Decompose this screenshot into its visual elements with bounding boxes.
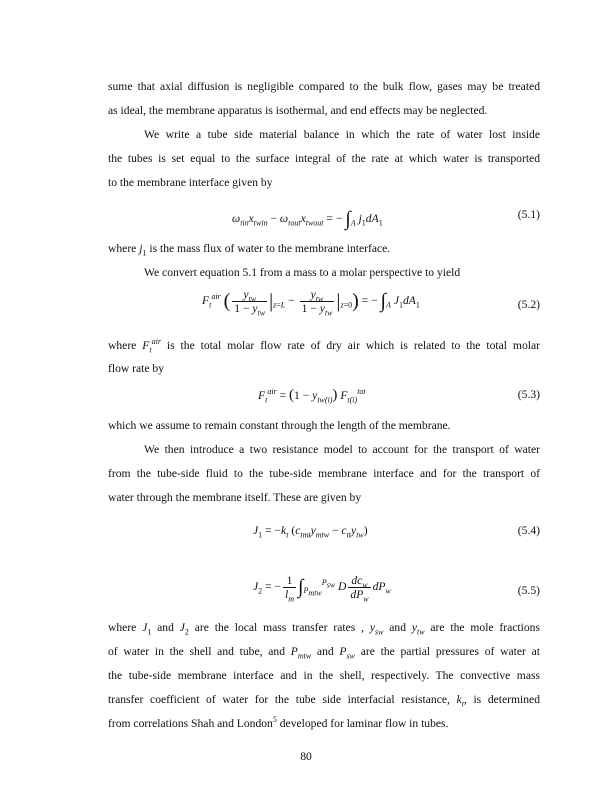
citation-reference: 5 [272,715,277,725]
equation-number: (5.4) [517,524,540,537]
page-number: 80 [300,750,312,763]
equation-number: (5.2) [517,298,540,311]
equation-5-5: $J_2$ = − $\frac{1}{l_m}$ $\int_{P_{mtw}}^{P_{sw}}$ D $\frac{dc_w}{dP_w}$ $dP_w$ (5.5) [253,574,540,604]
text-line: of water in the shell and tube, and $P_{mtw}$ and $P_{sw}$ are the partial pressures of water at [108,645,540,661]
text-line: flow rate by [108,362,165,375]
text-line: where $F_t^{air}$ is the total molar flow rate of dry air which is related to the total molar [108,337,540,355]
text-line: We write a tube side material balance in which the rate of water lost inside [144,128,540,141]
text-line: We convert equation 5.1 from a mass to a molar perspective to yield [144,266,461,279]
equation-5-2: $F_t^{air}$ ( $\frac{y_{tw}}{1 - y_{tw}}$ $|_{z=L}$ − $\frac{y_{tw}}{1 - y_{tw}}$ $|_{z=0}$) = − $\int_A$ $J_1dA_1$ (5.2) [202,288,540,318]
text-line: which we assume to remain constant through the length of the membrane. [108,419,451,432]
equation-5-3: $F_t^{air} = (1 - y_{tw(i)})$ $F_{t(i)}^{tot}$ (5.3) [258,387,540,405]
equation-number: (5.1) [517,208,540,221]
text-line: from the tube-side fluid to the tube-side membrane interface and for the transport of [108,467,540,480]
text-line: transfer coefficient of water for the tube side interfacial resistance, $k_t$, is determined [108,693,540,709]
equation-5-4: $J_1 = -k_t$ $(c_{tmt}y_{mtw} - c_{tt}y_{tw})$ (5.4) [253,524,540,540]
text-line: where $j_1$ is the mass flux of water to the membrane interface. [108,242,391,258]
equation-5-1: $\omega_{tin}x_{twin} - \omega_{tout}x_{twout}$ = − $\int_A$ $j_1dA_1$ (5.1) [232,208,540,230]
equation-number: (5.3) [517,388,540,401]
text-line: as ideal, the membrane apparatus is isothermal, and end effects may be neglected. [108,104,488,117]
text-line: to the membrane interface given by [108,176,273,189]
equation-number: (5.5) [517,584,540,597]
text-line: water through the membrane itself. These are given by [108,491,362,504]
text-line: the tube-side membrane interface and in the shell, respectively. The convective mass [108,669,540,682]
text-line: from correlations Shah and London$^5$ developed for laminar flow in tubes. [108,715,449,730]
text-line: the tubes is set equal to the surface integral of the rate at which water is transported [108,152,540,165]
text-line: We then introduce a two resistance model to account for the transport of water [144,443,540,456]
text-line: sume that axial diffusion is negligible compared to the bulk flow, gases may be treated [108,80,540,93]
text-line: where $J_1$ and $J_2$ are the local mass transfer rates , $y_{sw}$ and $y_{tw}$ are the mole fractions [108,621,540,637]
